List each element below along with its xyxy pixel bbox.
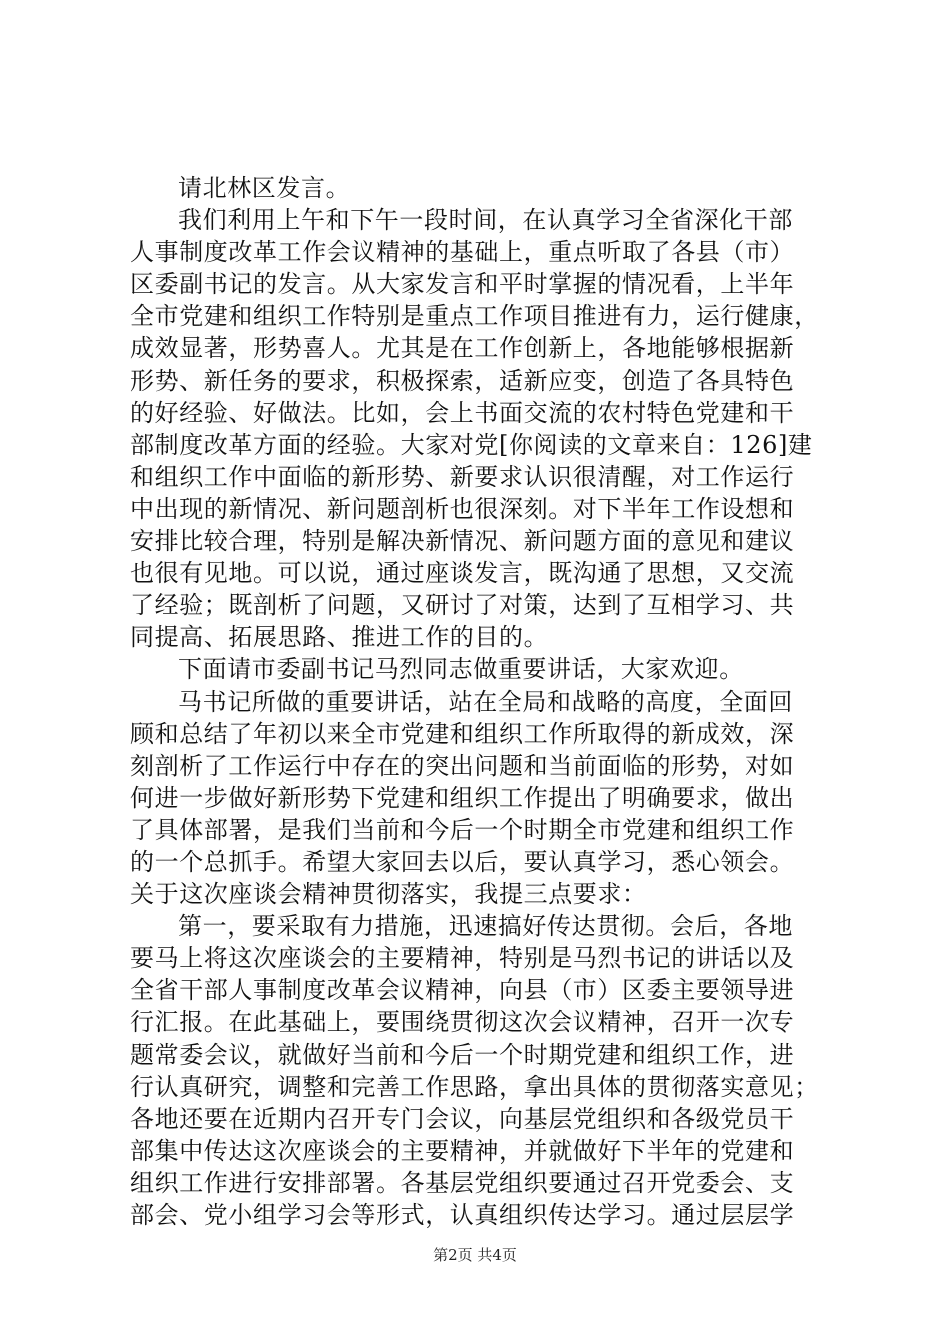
text-line: 下面请市委副书记马烈同志做重要讲话，大家欢迎。 (178, 655, 744, 684)
text-line: 全市党建和组织工作特别是重点工作项目推进有力，运行健康， (130, 302, 819, 331)
text-line: 部会、党小组学习会等形式，认真组织传达学习。通过层层学 (130, 1201, 795, 1229)
text-line: 第一，要采取有力措施，迅速搞好传达贯彻。会后，各地 (178, 912, 793, 941)
text-line: 人事制度改革工作会议精神的基础上，重点听取了各县（市） (130, 238, 795, 267)
text-line: 全省干部人事制度改革会议精神，向县（市）区委主要领导进 (130, 976, 795, 1005)
text-line: 的好经验、好做法。比如，会上书面交流的农村特色党建和干 (130, 398, 795, 427)
text-line: 我们利用上午和下午一段时间，在认真学习全省深化干部 (178, 206, 793, 235)
page-footer (0, 1244, 950, 1265)
document-body (130, 172, 830, 1231)
text-line: 组织工作进行安排部署。各基层党组织要通过召开党委会、支 (130, 1168, 795, 1197)
text-line: 安排比较合理，特别是解决新情况、新问题方面的意见和建议 (130, 527, 795, 556)
text-line: 行认真研究，调整和完善工作思路，拿出具体的贯彻落实意见； (130, 1072, 819, 1101)
text-line: 的一个总抓手。希望大家回去以后，要认真学习，悉心领会。 (130, 847, 795, 876)
text-line: 了经验；既剖析了问题，又研讨了对策，达到了互相学习、共 (130, 591, 795, 620)
text-line: 区委副书记的发言。从大家发言和平时掌握的情况看，上半年 (130, 270, 795, 299)
text-line: 同提高、拓展思路、推进工作的目的。 (130, 623, 549, 652)
text-line: 行汇报。在此基础上，要围绕贯彻这次会议精神，召开一次专 (130, 1008, 795, 1037)
text-line: 成效显著，形势喜人。尤其是在工作创新上，各地能够根据新 (130, 334, 795, 363)
text-line: 部制度改革方面的经验。大家对党[你阅读的文章来自：126]建 (130, 430, 813, 459)
text-line: 顾和总结了年初以来全市党建和组织工作所取得的新成效，深 (130, 719, 795, 748)
text-line: 马书记所做的重要讲话，站在全局和战略的高度，全面回 (178, 687, 793, 716)
text-line: 了具体部署，是我们当前和今后一个时期全市党建和组织工作 (130, 815, 795, 844)
text-line: 部集中传达这次座谈会的主要精神，并就做好下半年的党建和 (130, 1136, 795, 1165)
text-line: 中出现的新情况、新问题剖析也很深刻。对下半年工作设想和 (130, 494, 795, 523)
text-line: 何进一步做好新形势下党建和组织工作提出了明确要求，做出 (130, 783, 795, 812)
text-line: 也很有见地。可以说，通过座谈发言，既沟通了思想，又交流 (130, 559, 795, 588)
text-line: 和组织工作中面临的新形势、新要求认识很清醒，对工作运行 (130, 462, 795, 491)
text-line: 题常委会议，就做好当前和今后一个时期党建和组织工作，进 (130, 1040, 795, 1069)
text-line: 刻剖析了工作运行中存在的突出问题和当前面临的形势，对如 (130, 751, 795, 780)
text-line: 要马上将这次座谈会的主要精神，特别是马烈书记的讲话以及 (130, 944, 795, 973)
text-line: 形势、新任务的要求，积极探索，适新应变，创造了各具特色 (130, 366, 795, 395)
text-line: 各地还要在近期内召开专门会议，向基层党组织和各级党员干 (130, 1104, 795, 1133)
text-line: 关于这次座谈会精神贯彻落实，我提三点要求： (130, 880, 647, 909)
text-line: 请北林区发言。 (178, 174, 351, 202)
page-number: 第2页 共4页 (433, 1246, 517, 1264)
